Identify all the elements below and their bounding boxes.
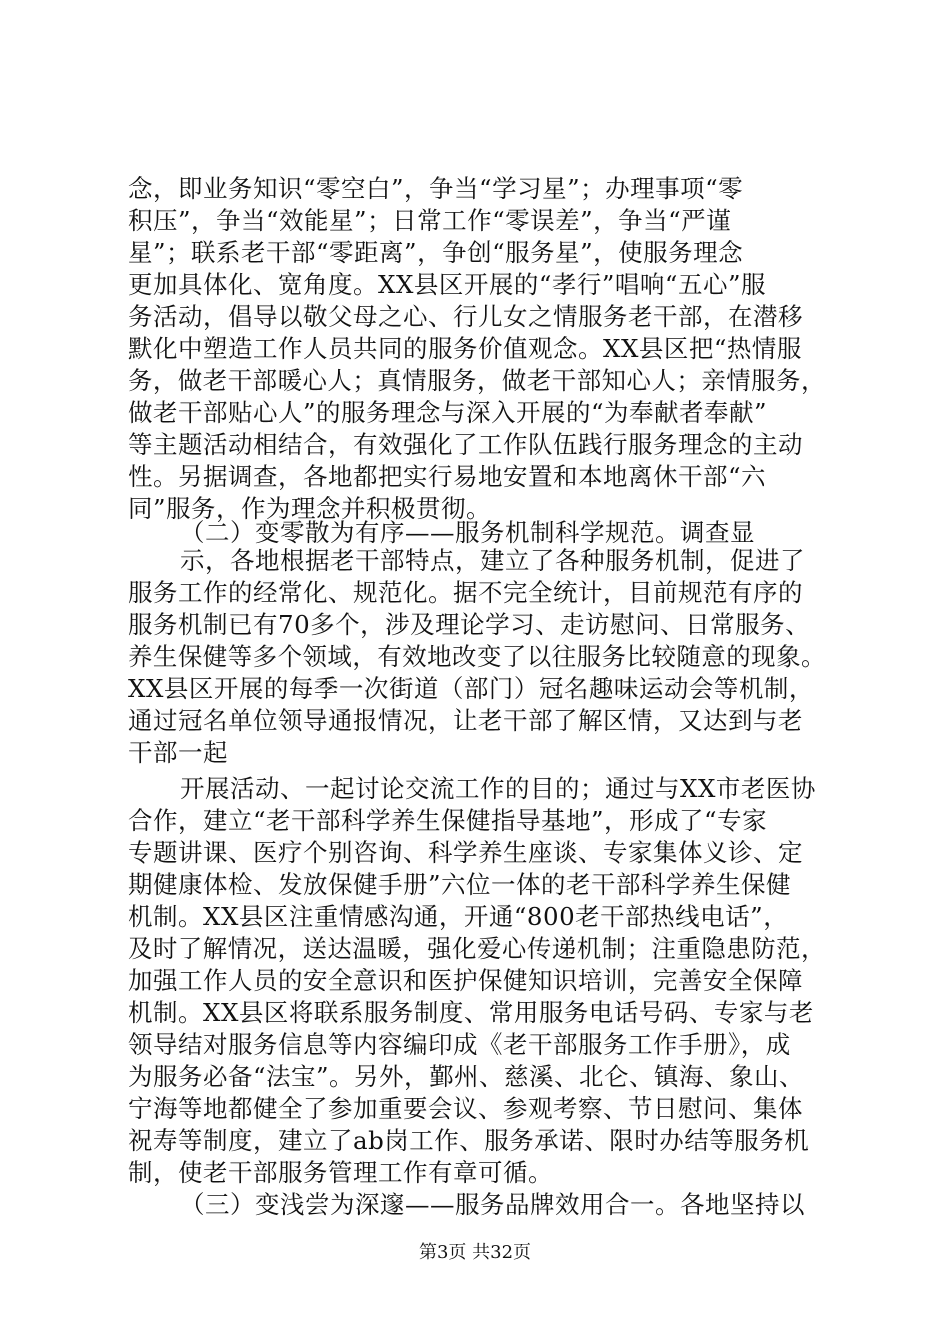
text-line: 开展活动、一起讨论交流工作的目的；通过与XX市老医协 <box>180 774 816 803</box>
page-footer <box>0 1241 950 1265</box>
text-line: 领导结对服务信息等内容编印成《老干部服务工作手册》，成 <box>128 1030 791 1059</box>
text-line: 做老干部贴心人”的服务理念与深入开展的“为奉献者奉献” <box>128 398 768 427</box>
text-line: 宁海等地都健全了参加重要会议、参观考察、节日慰问、集体 <box>128 1094 803 1123</box>
text-line: 祝寿等制度，建立了ab岗工作、服务承诺、限时办结等服务机 <box>128 1126 810 1155</box>
text-line: 机制。XX县区将联系服务制度、常用服务电话号码、专家与老 <box>128 998 814 1027</box>
text-line: 通过冠名单位领导通报情况，让老干部了解区情，又达到与老 <box>128 706 803 735</box>
text-line: 专题讲课、医疗个别咨询、科学养生座谈、专家集体义诊、定 <box>128 838 803 867</box>
text-line: 念，即业务知识“零空白”，争当“学习星”；办理事项“零 <box>128 174 744 203</box>
text-line: 示，各地根据老干部特点，建立了各种服务机制，促进了 <box>180 546 805 575</box>
text-line: 为服务必备“法宝”。另外，鄞州、慈溪、北仑、镇海、象山、 <box>128 1062 805 1091</box>
text-line: 星”；联系老干部“零距离”，争创“服务星”，使服务理念 <box>128 238 744 267</box>
text-line: 更加具体化、宽角度。XX县区开展的“孝行”唱响“五心”服 <box>128 270 766 299</box>
section-heading: （三）变浅尝为深邃——服务品牌效用合一。各地坚持以 <box>180 1190 805 1219</box>
text-line: 养生保健等多个领域，有效地改变了以往服务比较随意的现象。 <box>128 642 826 671</box>
text-line: 合作，建立“老干部科学养生保健指导基地”，形成了“专家 <box>128 806 768 835</box>
text-line: 默化中塑造工作人员共同的服务价值观念。XX县区把“热情服 <box>128 334 802 363</box>
text-line: 及时了解情况，送达温暖，强化爱心传递机制；注重隐患防范， <box>128 934 826 963</box>
text-line: 务活动，倡导以敬父母之心、行儿女之情服务老干部，在潜移 <box>128 302 803 331</box>
text-line: 等主题活动相结合，有效强化了工作队伍践行服务理念的主动 <box>128 430 803 459</box>
text-line: 加强工作人员的安全意识和医护保健知识培训，完善安全保障 <box>128 966 803 995</box>
text-line: 机制。XX县区注重情感沟通，开通“800老干部热线电话”， <box>128 902 789 931</box>
text-line: XX县区开展的每季一次街道（部门）冠名趣味运动会等机制， <box>128 674 814 703</box>
text-line: 性。另据调查，各地都把实行易地安置和本地离休干部“六 <box>128 462 767 491</box>
section-heading: （二）变零散为有序——服务机制科学规范。调查显 <box>180 518 755 547</box>
text-line: 服务工作的经常化、规范化。据不完全统计，目前规范有序的 <box>128 578 803 607</box>
text-line: 积压”，争当“效能星”；日常工作“零误差”，争当“严谨 <box>128 206 732 235</box>
text-line: 务，做老干部暖心人；真情服务，做老干部知心人；亲情服务， <box>128 366 826 395</box>
text-line: 制，使老干部服务管理工作有章可循。 <box>128 1158 553 1187</box>
text-line: 服务机制已有70多个，涉及理论学习、走访慰问、日常服务、 <box>128 610 811 639</box>
text-line: 干部一起 <box>128 738 228 767</box>
text-line: 同”服务，作为理念并积极贯彻。 <box>128 494 492 523</box>
page-number: 第3页 共32页 <box>418 1242 532 1263</box>
text-line: 期健康体检、发放保健手册”六位一体的老干部科学养生保健 <box>128 870 792 899</box>
